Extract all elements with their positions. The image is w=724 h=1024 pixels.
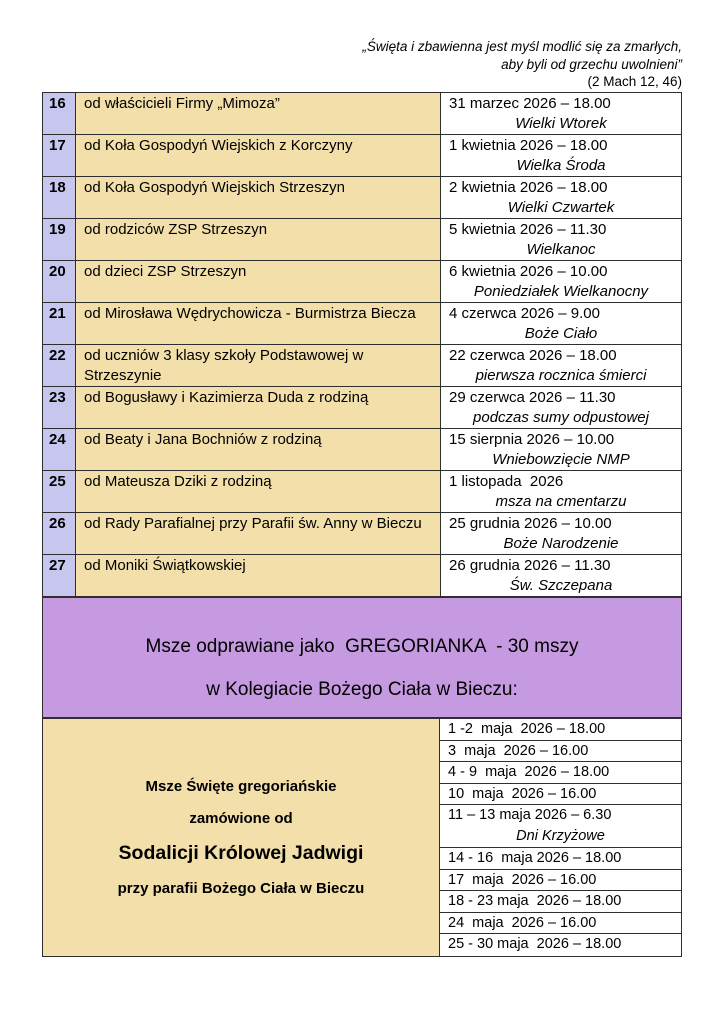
date-cell <box>441 219 681 260</box>
quote-line-2: aby byli od grzechu uwolnieni” <box>501 56 682 72</box>
date-text: 5 kwietnia 2026 – 11.30 <box>449 221 607 238</box>
row-number: 20 <box>43 261 76 302</box>
table-row <box>43 555 681 596</box>
date-text: 1 listopada 2026 <box>449 473 564 490</box>
schedule-row <box>440 913 681 935</box>
quote-line-1: „Święta i zbawienna jest myśl modlić się za zmarłych, <box>362 39 682 54</box>
occasion-text: Wielka Środa <box>516 157 606 174</box>
date-cell <box>441 93 681 134</box>
row-number: 16 <box>43 93 76 134</box>
schedule-row <box>440 891 681 913</box>
occasion-text: Boże Narodzenie <box>503 535 619 552</box>
schedule-row <box>440 805 681 848</box>
date-cell <box>441 303 681 344</box>
schedule-date: 17 maja 2026 – 16.00 <box>448 871 597 888</box>
scripture-quote <box>262 38 682 91</box>
occasion-text: Św. Szczepana <box>509 577 613 594</box>
occasion-text: pierwsza rocznica śmierci <box>475 367 647 384</box>
donor-cell: od Bogusławy i Kazimierza Duda z rodziną <box>76 387 441 428</box>
schedule-date: 25 - 30 maja 2026 – 18.00 <box>448 936 622 952</box>
table-row <box>43 219 681 261</box>
row-number: 22 <box>43 345 76 386</box>
gregorian-info-cell <box>43 719 440 956</box>
row-number: 17 <box>43 135 76 176</box>
row-number: 18 <box>43 177 76 218</box>
banner-line-2: w Kolegiacie Bożego Ciała w Bieczu: <box>206 679 518 700</box>
table-row <box>43 471 681 513</box>
schedule-row <box>440 719 681 741</box>
schedule-date: 1 -2 maja 2026 – 18.00 <box>448 721 606 737</box>
row-number: 21 <box>43 303 76 344</box>
gregorian-info-line-2: zamówione od <box>189 809 293 827</box>
donor-cell: od Mirosława Wędrychowicza - Burmistrza Biecza <box>76 303 441 344</box>
date-text: 1 kwietnia 2026 – 18.00 <box>449 137 608 154</box>
donor-cell: od uczniów 3 klasy szkoły Podstawowej w Strzeszynie <box>76 345 441 386</box>
row-number: 23 <box>43 387 76 428</box>
date-cell <box>441 345 681 386</box>
gregorian-schedule-column <box>440 719 681 956</box>
row-number: 26 <box>43 513 76 554</box>
gregorian-info-line-1: Msze Święte gregoriańskie <box>145 777 337 795</box>
gregorianka-banner <box>42 597 682 718</box>
schedule-date: 24 maja 2026 – 16.00 <box>448 914 597 931</box>
date-text: 22 czerwca 2026 – 18.00 <box>449 347 617 364</box>
schedule-row <box>440 934 681 956</box>
occasion-text: Wniebowzięcie NMP <box>492 451 630 468</box>
date-text: 6 kwietnia 2026 – 10.00 <box>449 263 608 280</box>
donor-cell: od Moniki Świątkowskiej <box>76 555 441 596</box>
schedule-row <box>440 848 681 870</box>
date-text: 25 grudnia 2026 – 10.00 <box>449 515 612 532</box>
row-number: 25 <box>43 471 76 512</box>
date-cell <box>441 471 681 512</box>
schedule-date: 14 - 16 maja 2026 – 18.00 <box>448 850 622 866</box>
donor-cell: od rodziców ZSP Strzeszyn <box>76 219 441 260</box>
donor-cell: od Rady Parafialnej przy Parafii św. Anny w Bieczu <box>76 513 441 554</box>
date-cell <box>441 177 681 218</box>
table-row <box>43 513 681 555</box>
date-text: 2 kwietnia 2026 – 18.00 <box>449 179 608 196</box>
schedule-date: 11 – 13 maja 2026 – 6.30 <box>448 807 612 823</box>
donor-cell: od Koła Gospodyń Wiejskich Strzeszyn <box>76 177 441 218</box>
table-row <box>43 93 681 135</box>
occasion-text: Boże Ciało <box>524 325 598 342</box>
date-cell <box>441 135 681 176</box>
occasion-text: podczas sumy odpustowej <box>473 409 649 426</box>
date-cell <box>441 429 681 470</box>
gregorian-info-line-4: przy parafii Bożego Ciała w Bieczu <box>117 879 365 897</box>
date-text: 26 grudnia 2026 – 11.30 <box>449 557 611 574</box>
occasion-text: Wielki Wtorek <box>515 115 607 132</box>
row-number: 27 <box>43 555 76 596</box>
table-row <box>43 387 681 429</box>
date-text: 29 czerwca 2026 – 11.30 <box>449 389 616 406</box>
table-row <box>43 345 681 387</box>
gregorian-masses-table <box>42 718 682 957</box>
occasion-text: Wielkanoc <box>526 241 596 258</box>
date-text: 15 sierpnia 2026 – 10.00 <box>449 431 615 448</box>
table-row <box>43 177 681 219</box>
table-row <box>43 429 681 471</box>
schedule-row <box>440 870 681 892</box>
date-text: 4 czerwca 2026 – 9.00 <box>449 305 600 322</box>
banner-line-1: Msze odprawiane jako GREGORIANKA - 30 mszy <box>145 636 579 657</box>
occasion-text: msza na cmentarzu <box>495 493 627 510</box>
donor-cell: od Mateusza Dziki z rodziną <box>76 471 441 512</box>
mass-intentions-table <box>42 92 682 597</box>
donor-cell: od Koła Gospodyń Wiejskich z Korczyny <box>76 135 441 176</box>
date-cell <box>441 555 681 596</box>
gregorian-info-line-3: Sodalicji Królowej Jadwigi <box>118 841 364 864</box>
donor-cell: od dzieci ZSP Strzeszyn <box>76 261 441 302</box>
schedule-date: 4 - 9 maja 2026 – 18.00 <box>448 764 610 780</box>
schedule-date: 10 maja 2026 – 16.00 <box>448 785 597 802</box>
schedule-date: 3 maja 2026 – 16.00 <box>448 742 589 759</box>
row-number: 24 <box>43 429 76 470</box>
table-row <box>43 135 681 177</box>
schedule-row <box>440 741 681 763</box>
occasion-text: Wielki Czwartek <box>507 199 615 216</box>
row-number: 19 <box>43 219 76 260</box>
date-text: 31 marzec 2026 – 18.00 <box>449 95 611 112</box>
donor-cell: od Beaty i Jana Bochniów z rodziną <box>76 429 441 470</box>
table-row <box>43 261 681 303</box>
date-cell <box>441 261 681 302</box>
schedule-note: Dni Krzyżowe <box>516 827 605 844</box>
quote-reference: (2 Mach 12, 46) <box>587 74 682 89</box>
schedule-row <box>440 762 681 784</box>
date-cell <box>441 513 681 554</box>
donor-cell: od właścicieli Firmy „Mimoza” <box>76 93 441 134</box>
schedule-date: 18 - 23 maja 2026 – 18.00 <box>448 893 622 909</box>
schedule-row <box>440 784 681 806</box>
date-cell <box>441 387 681 428</box>
occasion-text: Poniedziałek Wielkanocny <box>473 283 649 300</box>
table-row <box>43 303 681 345</box>
